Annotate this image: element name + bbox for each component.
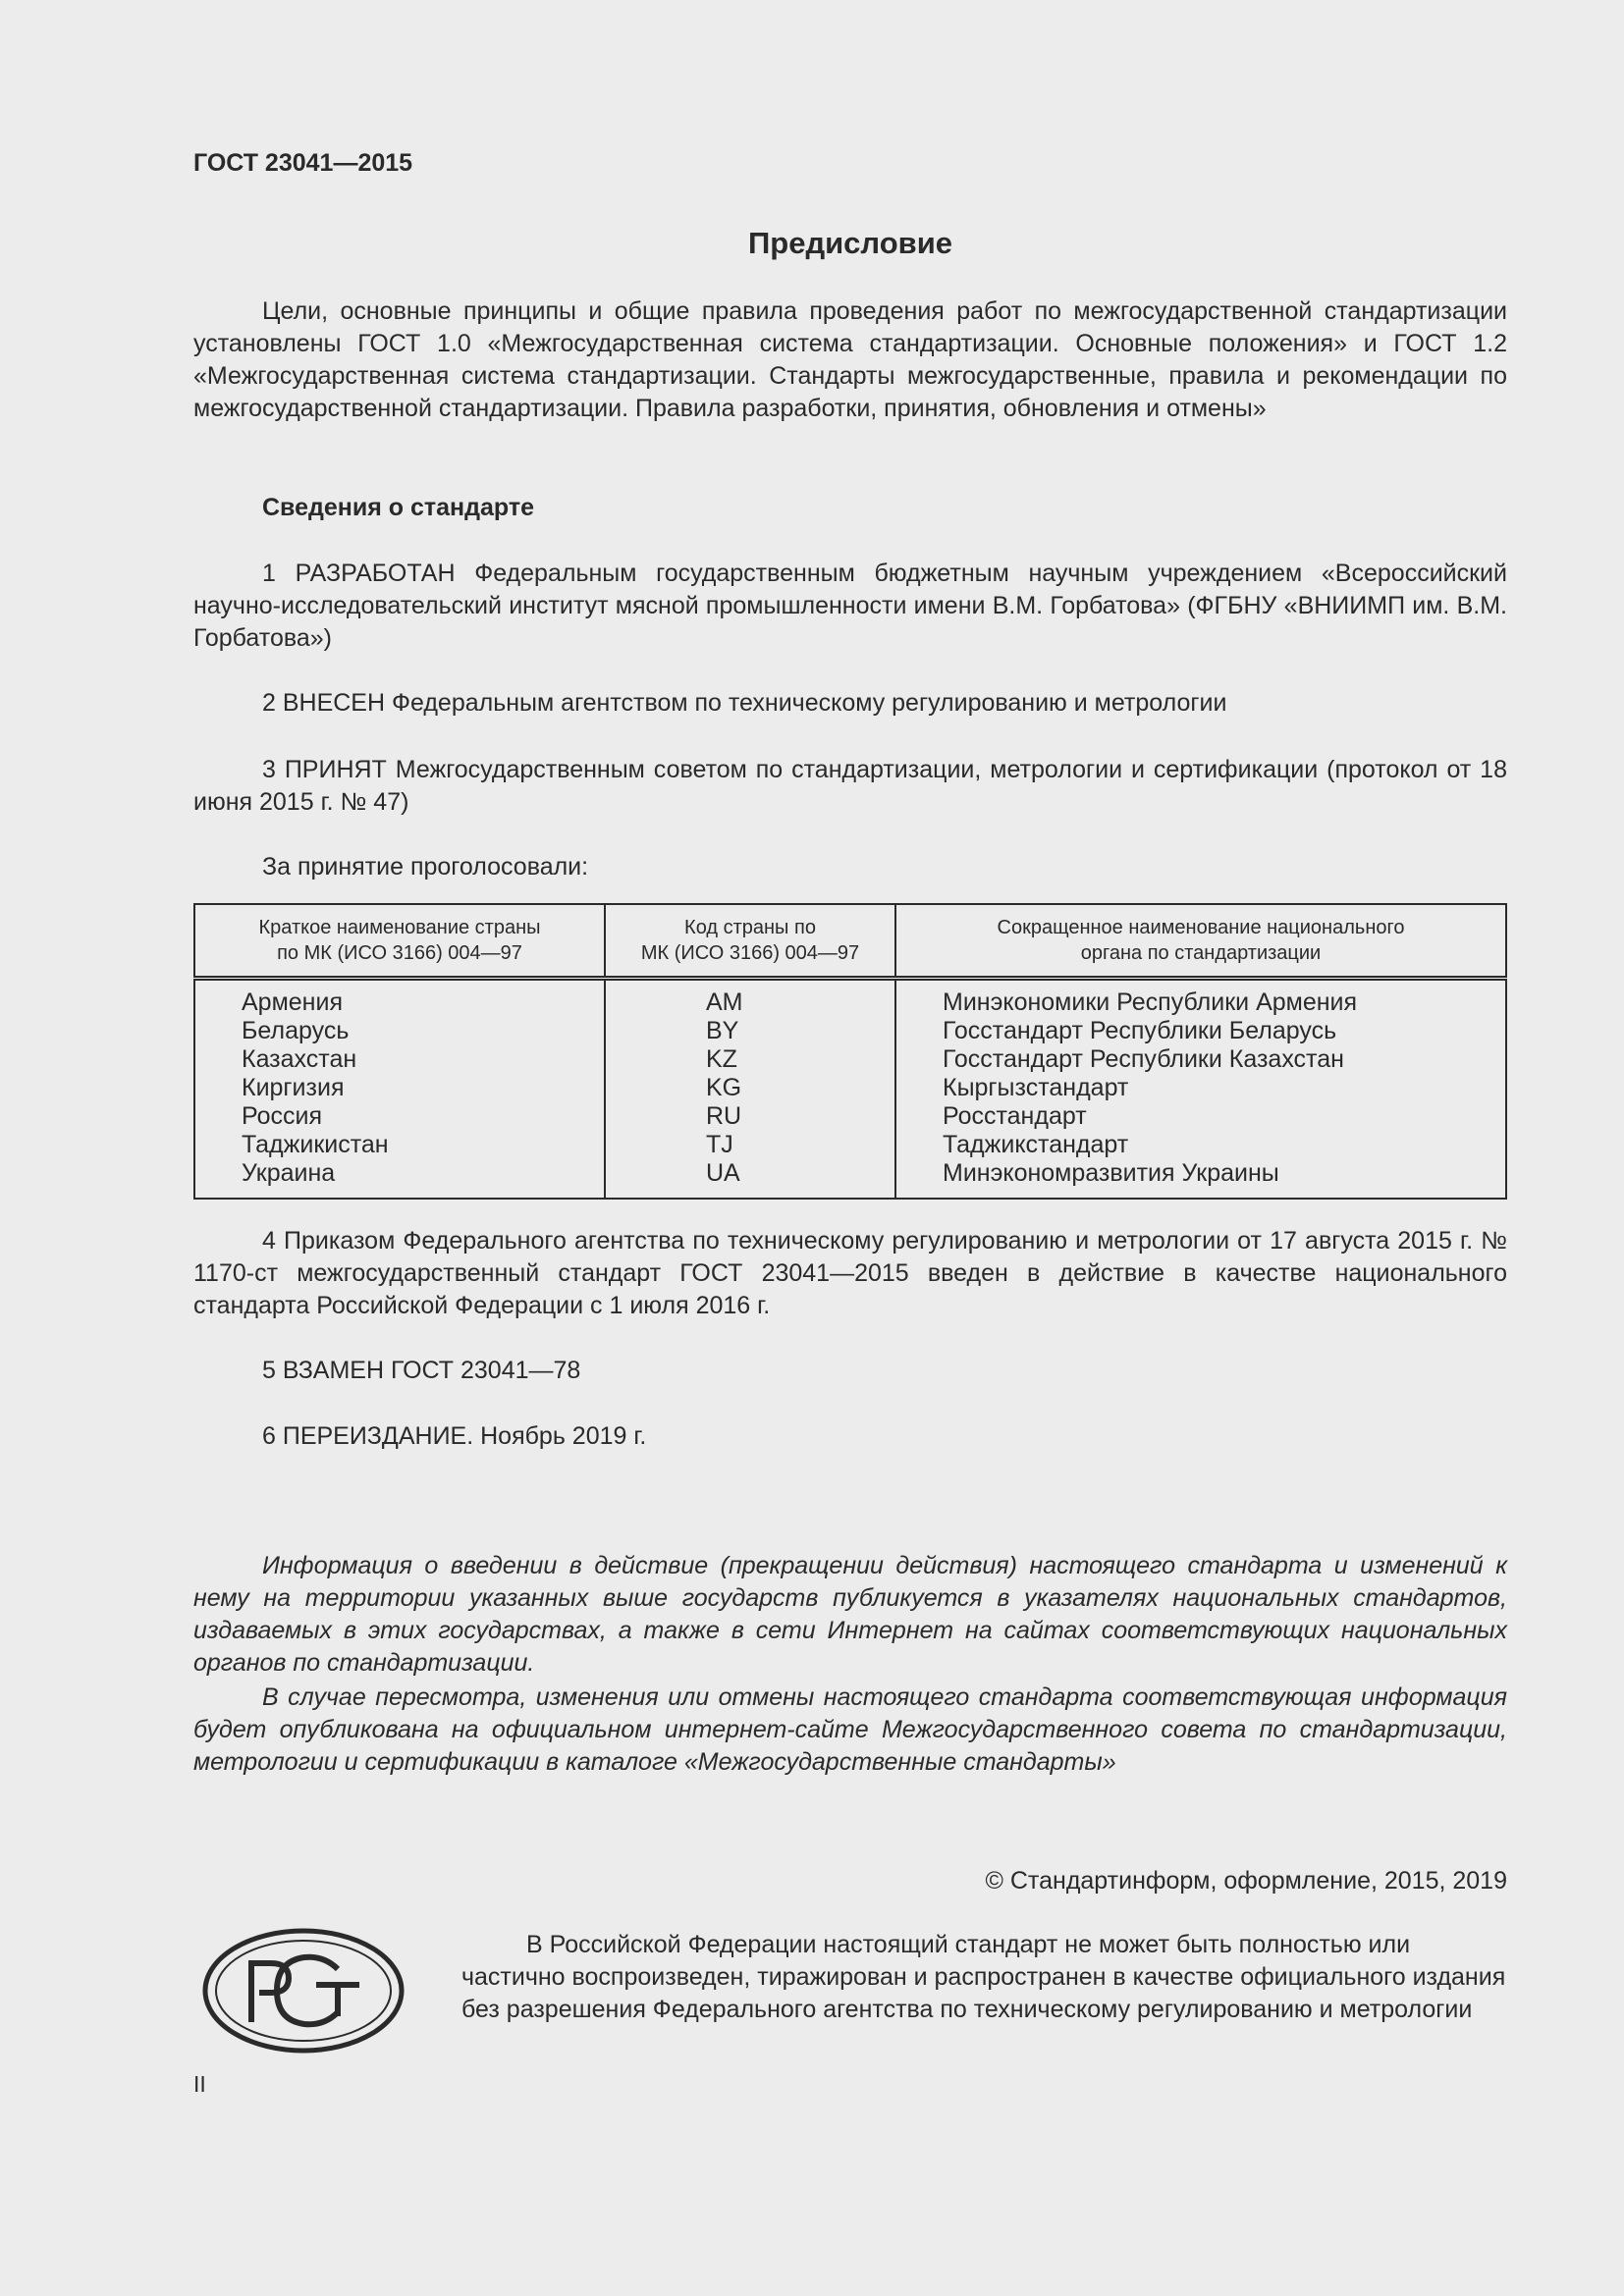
code-column	[605, 979, 895, 1200]
rights-notice: В Российской Федерации настоящий стандарт не может быть полностью или частично воспроизведен, тиражирован и распространен в качестве официального издания без разрешения Федерального агентства по техническому регулированию и метрологии	[461, 1931, 1506, 2023]
code-cell: KZ	[706, 1045, 737, 1073]
code-cell: TJ	[706, 1131, 733, 1158]
organ-cell: Госстандарт Республики Беларусь	[943, 1017, 1337, 1044]
code-cell: KG	[706, 1074, 742, 1101]
voted-label: За принятие проголосовали:	[262, 853, 589, 881]
country-cell: Казахстан	[242, 1045, 357, 1073]
table-header-row	[194, 904, 1506, 979]
notice-paragraph-1: Информация о введении в действие (прекращении действия) настоящего стандарта и изменений к нему на территории указанных выше государств публикуется в указателях национальных стандартов, издаваемых в этих государствах, а также в сети Интернет на сайтах соответствующих национальных органов по стандартизации.	[193, 1552, 1507, 1677]
item-3: 3 ПРИНЯТ Межгосударственным советом по стандартизации, метрологии и сертификации (протокол от 18 июня 2015 г. № 47)	[193, 756, 1507, 816]
item-5: 5 ВЗАМЕН ГОСТ 23041—78	[262, 1357, 581, 1384]
item-1: 1 РАЗРАБОТАН Федеральным государственным бюджетным научным учреждением «Всероссийский научно-исследовательский институт мясной промышленности имени В.М. Горбатова» (ФГБНУ «ВНИИМП им. В.М. Горбатова»)	[193, 560, 1507, 652]
rst-logo-icon	[200, 1926, 406, 2060]
organ-cell: Росстандарт	[943, 1102, 1087, 1130]
item-4: 4 Приказом Федерального агентства по техническому регулированию и метрологии от 17 августа 2015 г. № 1170-ст межгосударственный стандарт ГОСТ 23041—2015 введен в действие в качестве национального стандарта Российской Федерации с 1 июля 2016 г.	[193, 1227, 1507, 1319]
header-country: Краткое наименование страны по МК (ИСО 3166) 004—97	[194, 904, 605, 979]
code-cell: UA	[706, 1159, 740, 1187]
header-code: Код страны по МК (ИСО 3166) 004—97	[605, 904, 895, 979]
country-cell: Беларусь	[242, 1017, 350, 1044]
table-body-row	[194, 979, 1506, 1200]
page-number: II	[193, 2071, 206, 2097]
organ-column	[895, 979, 1506, 1200]
notice-paragraph-2: В случае пересмотра, изменения или отмены настоящего стандарта соответствующая информация будет опубликована на официальном интернет-сайте Межгосударственного совета по стандартизации, метрологии и сертификации в каталоге «Межгосударственные стандарты»	[193, 1683, 1507, 1776]
intro-paragraph: Цели, основные принципы и общие правила проведения работ по межгосударственной стандартизации установлены ГОСТ 1.0 «Межгосударственная система стандартизации. Основные положения» и ГОСТ 1.2 «Межгосударственная система стандартизации. Стандарты межгосударственные, правила и рекомендации по межгосударственной стандартизации. Правила разработки, принятия, обновления и отмены»	[193, 297, 1507, 422]
info-heading: Сведения о стандарте	[262, 494, 535, 521]
item-6: 6 ПЕРЕИЗДАНИЕ. Ноябрь 2019 г.	[262, 1422, 647, 1450]
voting-table	[193, 903, 1507, 1200]
organ-cell: Минэкономразвития Украины	[943, 1159, 1279, 1187]
code-cell: AM	[706, 988, 743, 1016]
code-cell: RU	[706, 1102, 742, 1130]
country-cell: Армения	[242, 988, 343, 1016]
organ-cell: Госстандарт Республики Казахстан	[943, 1045, 1344, 1073]
country-cell: Украина	[242, 1159, 336, 1187]
document-code: ГОСТ 23041—2015	[193, 149, 413, 177]
country-cell: Киргизия	[242, 1074, 345, 1101]
organ-cell: Минэкономики Республики Армения	[943, 988, 1358, 1016]
item-2: 2 ВНЕСЕН Федеральным агентством по техническому регулированию и метрологии	[262, 689, 1227, 717]
country-column	[194, 979, 605, 1200]
code-cell: BY	[706, 1017, 739, 1044]
country-cell: Таджикистан	[242, 1131, 389, 1158]
header-organ: Сокращенное наименование национального органа по стандартизации	[895, 904, 1506, 979]
country-cell: Россия	[242, 1102, 322, 1130]
organ-cell: Кыргызстандарт	[943, 1074, 1129, 1101]
copyright-line: © Стандартинформ, оформление, 2015, 2019	[985, 1867, 1507, 1895]
page-title: Предисловие	[747, 226, 952, 260]
organ-cell: Таджикстандарт	[943, 1131, 1129, 1158]
